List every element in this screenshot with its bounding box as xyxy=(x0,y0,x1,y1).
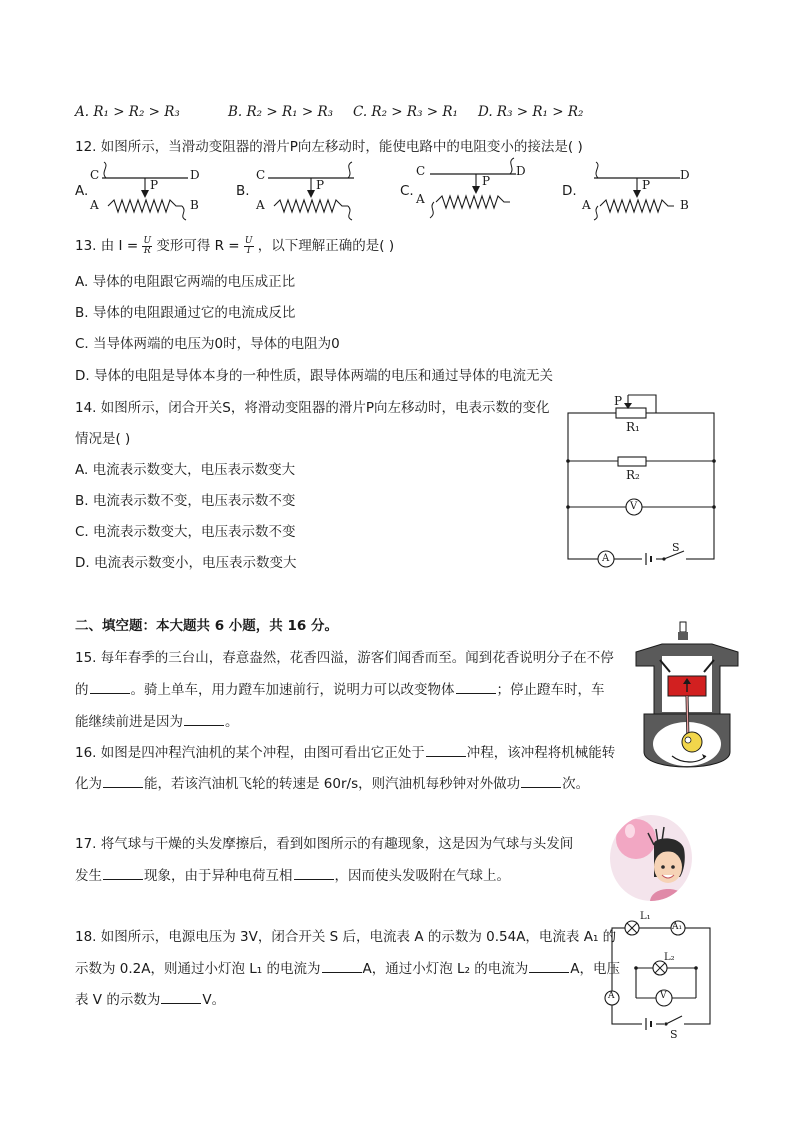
q12-a-slider-p: P xyxy=(150,178,159,192)
q13-frac2-num: U xyxy=(244,235,253,246)
q16-text-a: 16. 如图是四冲程汽油机的某个冲程，由图可看出它正处于 xyxy=(75,745,425,761)
q14-circuit-diagram xyxy=(560,385,720,570)
q18-line3 xyxy=(75,988,225,1008)
q12-d-terminal-a: A xyxy=(582,198,591,212)
q15-line2 xyxy=(75,678,605,698)
q18-text-c: A，电压 xyxy=(570,961,621,977)
q18-blank-3[interactable] xyxy=(161,991,201,1004)
q13-frac-ur xyxy=(142,237,152,256)
balloon-hair-photo xyxy=(610,815,692,901)
q18-label-s: S xyxy=(670,1028,678,1041)
q12-stem: 12. 如图所示，当滑动变阻器的滑片P向左移动时，能使电路中的电阻变小的接法是( ) xyxy=(75,139,583,155)
q15-line3 xyxy=(75,710,239,730)
q12-d-terminal-b: B xyxy=(680,198,689,212)
balloon-hair-illustration xyxy=(610,815,692,901)
q14-ammeter-label: A xyxy=(602,553,610,564)
q18-label-l2: L₂ xyxy=(664,952,675,963)
q18-label-v: V xyxy=(660,991,667,1001)
q12-option-a-label: A. xyxy=(75,183,89,199)
q18-line1: 18. 如图所示，电源电压为 3V，闭合开关 S 后，电流表 A 的示数为 0.54A，电流表 A₁ 的 xyxy=(75,929,617,945)
q17-text-c: ，因而使头发吸附在气球上。 xyxy=(334,868,510,884)
q12-a-terminal-a: A xyxy=(90,198,99,212)
q14-option-b: B. 电流表示数不变，电压表示数不变 xyxy=(75,493,296,509)
q12-a-terminal-d: D xyxy=(190,168,200,182)
q12-b-terminal-c: C xyxy=(256,168,266,182)
q15-blank-2[interactable] xyxy=(456,681,496,694)
q14-switch-label: S xyxy=(672,541,680,554)
q12-option-b-label: B. xyxy=(236,183,250,199)
q13-frac1-num: U xyxy=(143,235,152,246)
q12-c-slider-p: P xyxy=(482,174,491,188)
q11-option-c: C. R₂ > R₃ > R₁ xyxy=(353,104,458,120)
q18-blank-1[interactable] xyxy=(322,960,362,973)
q14-stem-line2: 情况是( ) xyxy=(75,431,131,447)
q15-text-d: 能继续前进是因为 xyxy=(75,714,183,730)
q16-blank-1[interactable] xyxy=(426,744,466,757)
q13-stem xyxy=(75,234,394,256)
q13-frac2-den: I xyxy=(246,245,251,256)
q14-label-p: P xyxy=(614,394,623,408)
q14-stem-line1: 14. 如图所示，闭合开关S，将滑动变阻器的滑片P向左移动时，电表示数的变化 xyxy=(75,400,550,416)
q16-blank-3[interactable] xyxy=(521,775,561,788)
q12-option-c-label: C. xyxy=(400,183,414,199)
q16-text-d: 能，若该汽油机飞轮的转速是 60r/s，则汽油机每秒钟对外做功 xyxy=(144,776,521,792)
q16-blank-2[interactable] xyxy=(103,775,143,788)
q13-option-b: B. 导体的电阻跟通过它的电流成反比 xyxy=(75,305,296,321)
q15-line1: 15. 每年春季的三台山，春意盎然，花香四溢，游客们闻香而至。闻到花香说明分子在不停 xyxy=(75,650,614,666)
section-2-heading: 二、填空题：本大题共 6 小题，共 16 分。 xyxy=(75,618,338,634)
q17-line2 xyxy=(75,864,510,884)
q14-option-d: D. 电流表示数变小，电压表示数变大 xyxy=(75,555,297,571)
q18-text-e: V。 xyxy=(202,992,226,1008)
q13-mid: 变形可得 R = xyxy=(156,238,240,254)
q12-option-d-label: D. xyxy=(562,183,577,199)
q13-option-a: A. 导体的电阻跟它两端的电压成正比 xyxy=(75,274,296,290)
q15-text-e: 。 xyxy=(225,714,239,730)
q16-text-c: 化为 xyxy=(75,776,102,792)
q12-c-terminal-a: A xyxy=(416,192,425,206)
q12-a-terminal-c: C xyxy=(90,168,100,182)
q15-text-a: 的 xyxy=(75,682,89,698)
q15-text-c: ；停止蹬车时，车 xyxy=(496,682,605,698)
q18-line2 xyxy=(75,957,620,977)
q15-text-b: 。骑上单车，用力蹬车加速前行，说明力可以改变物体 xyxy=(130,682,455,698)
q11-option-b: B. R₂ > R₁ > R₃ xyxy=(228,104,334,120)
q18-label-a1: A₁ xyxy=(672,922,683,932)
q17-text-b: 现象，由于异种电荷互相 xyxy=(144,868,293,884)
q12-b-terminal-a: A xyxy=(256,198,265,212)
q16-line2 xyxy=(75,772,589,792)
q17-blank-2[interactable] xyxy=(294,867,334,880)
engine-cylinder-figure xyxy=(632,622,742,782)
q16-text-e: 次。 xyxy=(562,776,590,792)
q13-option-c: C. 当导体两端的电压为0时，导体的电阻为0 xyxy=(75,336,340,352)
q14-label-r2: R₂ xyxy=(626,468,640,482)
q18-label-a: A xyxy=(608,991,615,1001)
q14-option-c: C. 电流表示数变大，电压表示数不变 xyxy=(75,524,296,540)
q12-a-terminal-b: B xyxy=(190,198,199,212)
q12-c-terminal-d: D xyxy=(516,164,526,178)
q16-line1 xyxy=(75,741,615,761)
q14-option-a: A. 电流表示数变大，电压表示数变大 xyxy=(75,462,296,478)
q11-option-a: A. R₁ > R₂ > R₃ xyxy=(75,104,180,120)
q13-suffix: ，以下理解正确的是( ) xyxy=(257,238,395,254)
q14-voltmeter-label: V xyxy=(630,501,638,512)
q12-c-terminal-c: C xyxy=(416,164,426,178)
q12-d-terminal-d: D xyxy=(680,168,690,182)
q18-label-l1: L₁ xyxy=(640,911,651,922)
q15-blank-1[interactable] xyxy=(90,681,130,694)
q17-line1: 17. 将气球与干燥的头发摩擦后，看到如图所示的有趣现象，这是因为气球与头发间 xyxy=(75,836,574,852)
q18-blank-2[interactable] xyxy=(529,960,569,973)
q14-label-r1: R₁ xyxy=(626,420,640,434)
q13-frac-ui xyxy=(244,237,254,256)
q13-frac1-den: R xyxy=(143,245,151,256)
q18-text-a: 示数为 0.2A，则通过小灯泡 L₁ 的电流为 xyxy=(75,961,321,977)
q18-circuit-diagram xyxy=(600,910,720,1040)
q12-b-slider-p: P xyxy=(316,178,325,192)
q13-prefix: 13. 由 I = xyxy=(75,238,139,254)
q16-text-b: 冲程，该冲程将机械能转 xyxy=(466,745,616,761)
q17-text-a: 发生 xyxy=(75,868,102,884)
q12-d-slider-p: P xyxy=(642,178,651,192)
q17-blank-1[interactable] xyxy=(103,867,143,880)
q18-text-b: A，通过小灯泡 L₂ 的电流为 xyxy=(362,961,529,977)
q11-option-d: D. R₃ > R₁ > R₂ xyxy=(478,104,584,120)
q13-option-d: D. 导体的电阻是导体本身的一种性质，跟导体两端的电压和通过导体的电流无关 xyxy=(75,368,553,384)
q15-blank-3[interactable] xyxy=(184,713,224,726)
q18-text-d: 表 V 的示数为 xyxy=(75,992,161,1008)
